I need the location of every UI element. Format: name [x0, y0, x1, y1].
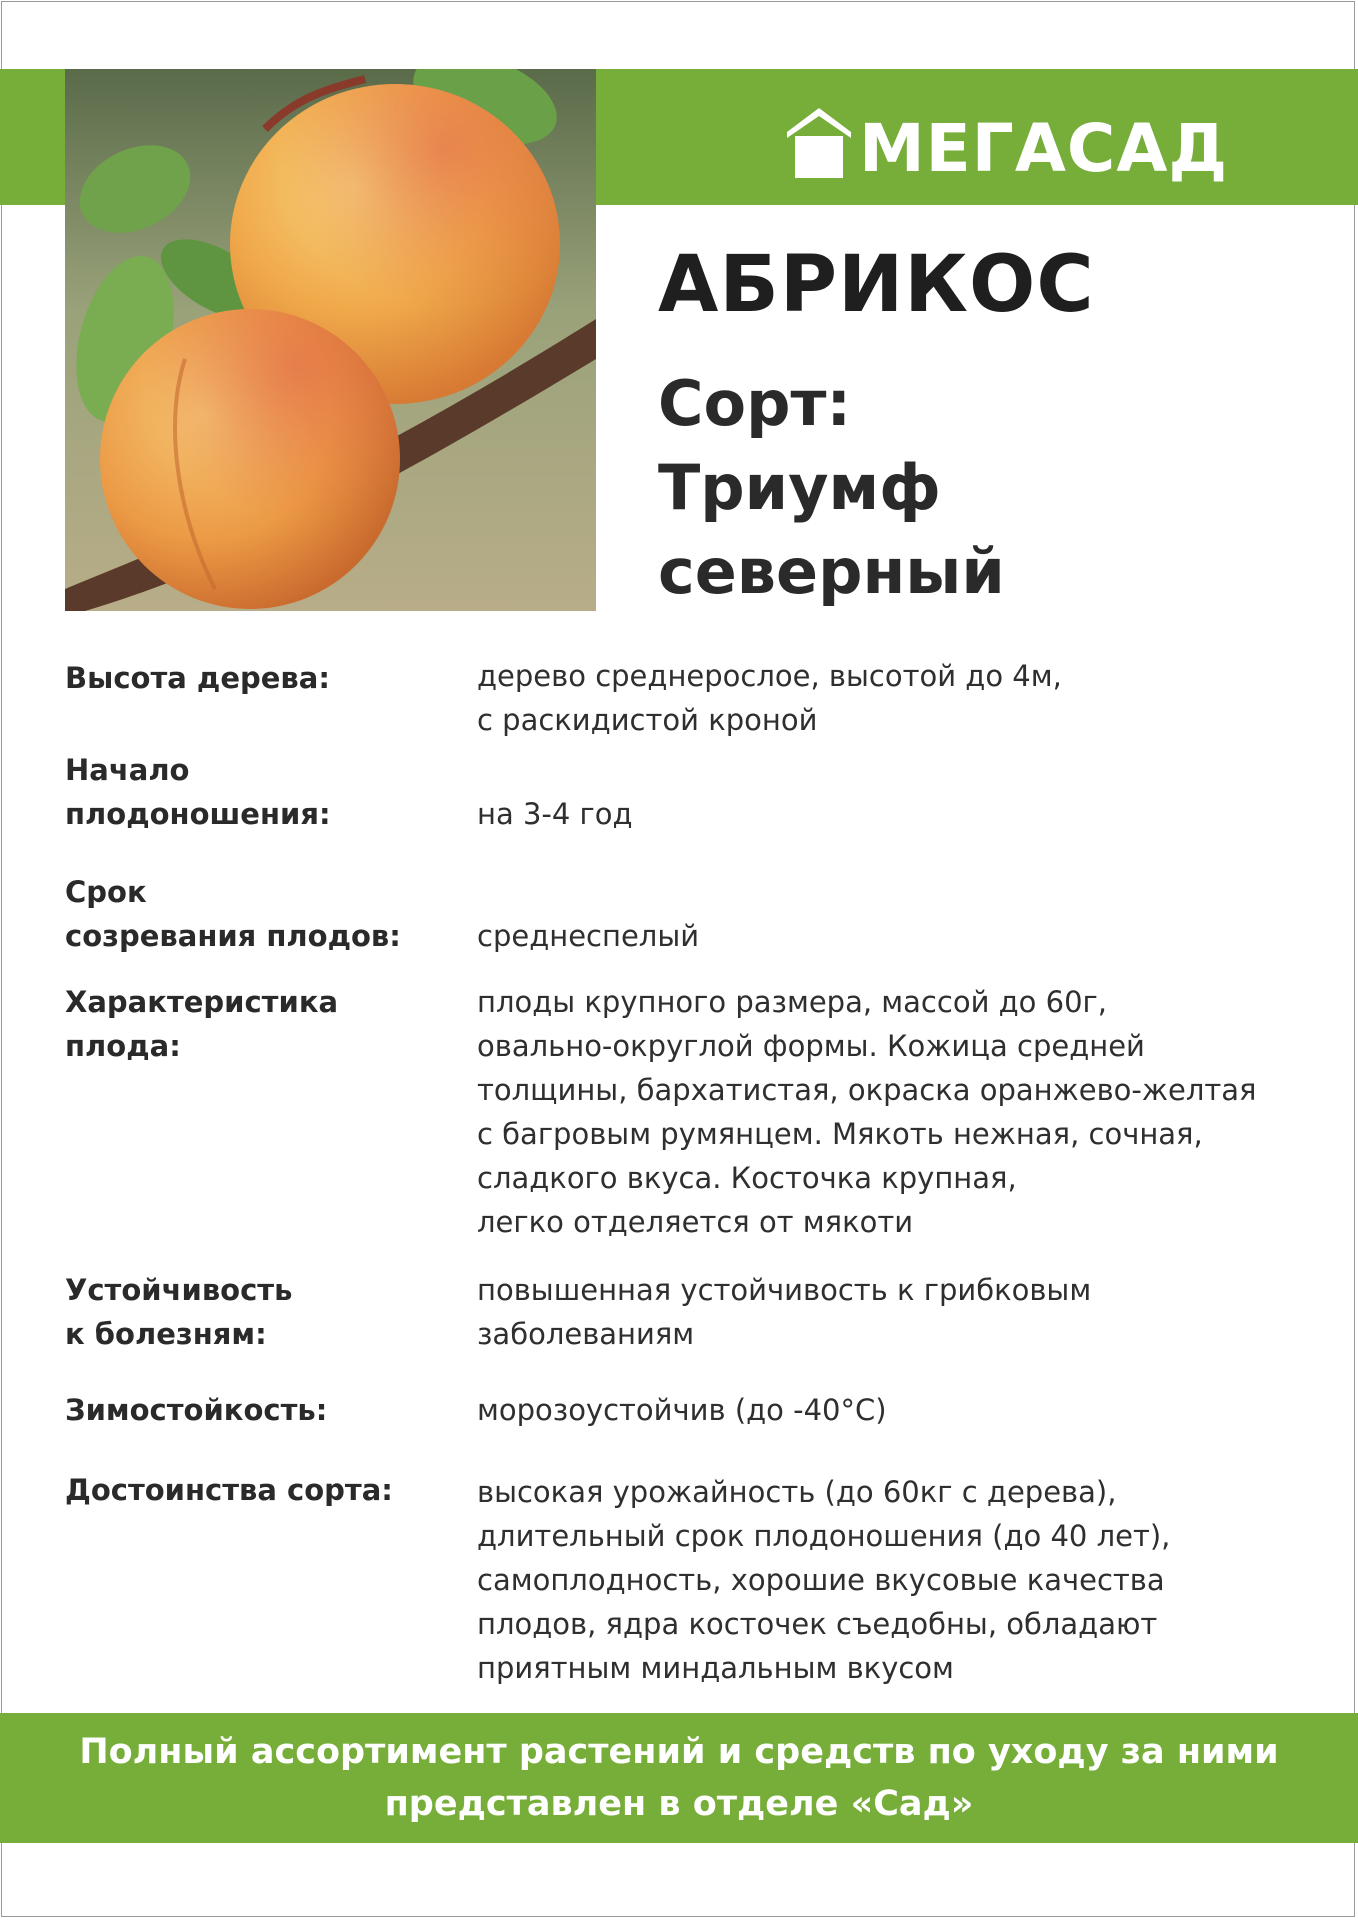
house-icon	[783, 102, 855, 180]
variety-line: Триумф	[658, 451, 941, 524]
spec-value: высокая урожайность (до 60кг с дерева), длительный срок плодоношения (до 40 лет), самоплодность, хорошие вкусовые качества плодов, ядра косточек съедобны, обладают приятным миндальным вкусом	[477, 1475, 1171, 1685]
spec-value: плоды крупного размера, массой до 60г, овально-округлой формы. Кожица средней толщины, бархатистая, окраска оранжево-желтая с багровым румянцем. Мякоть нежная, сочная, сладкого вкуса. Косточка крупная, легко отделяется от мякоти	[477, 985, 1257, 1239]
footer-line: представлен в отделе «Сад»	[384, 1784, 974, 1824]
spec-value: среднеспелый	[477, 919, 700, 953]
footer-line: Полный ассортимент растений и средств по уходу за ними	[79, 1732, 1279, 1772]
brand-logo	[783, 94, 1229, 187]
spec-value: дерево среднерослое, высотой до 4м, с раскидистой кроной	[477, 659, 1062, 737]
spec-label: Характеристика плода:	[65, 985, 339, 1063]
variety-line: северный	[658, 535, 1005, 608]
spec-label: Срок созревания плодов:	[65, 875, 401, 953]
product-title: АБРИКОС	[658, 240, 1095, 330]
spec-label: Устойчивость к болезням:	[65, 1273, 293, 1351]
footer-banner	[0, 1713, 1358, 1843]
spec-label: Начало плодоношения:	[65, 753, 331, 831]
spec-value: морозоустойчив (до -40°С)	[477, 1393, 887, 1427]
variety-name	[658, 362, 1318, 614]
spec-label: Достоинства сорта:	[65, 1473, 393, 1507]
variety-line: Сорт:	[658, 367, 852, 440]
spec-label: Высота дерева:	[65, 661, 330, 695]
apricot-photo	[65, 69, 596, 611]
brand-name: МЕГАСАД	[859, 110, 1229, 187]
spec-value: на 3-4 год	[477, 797, 633, 831]
spec-value: повышенная устойчивость к грибковым заболеваниям	[477, 1273, 1092, 1351]
spec-label: Зимостойкость:	[65, 1393, 328, 1427]
